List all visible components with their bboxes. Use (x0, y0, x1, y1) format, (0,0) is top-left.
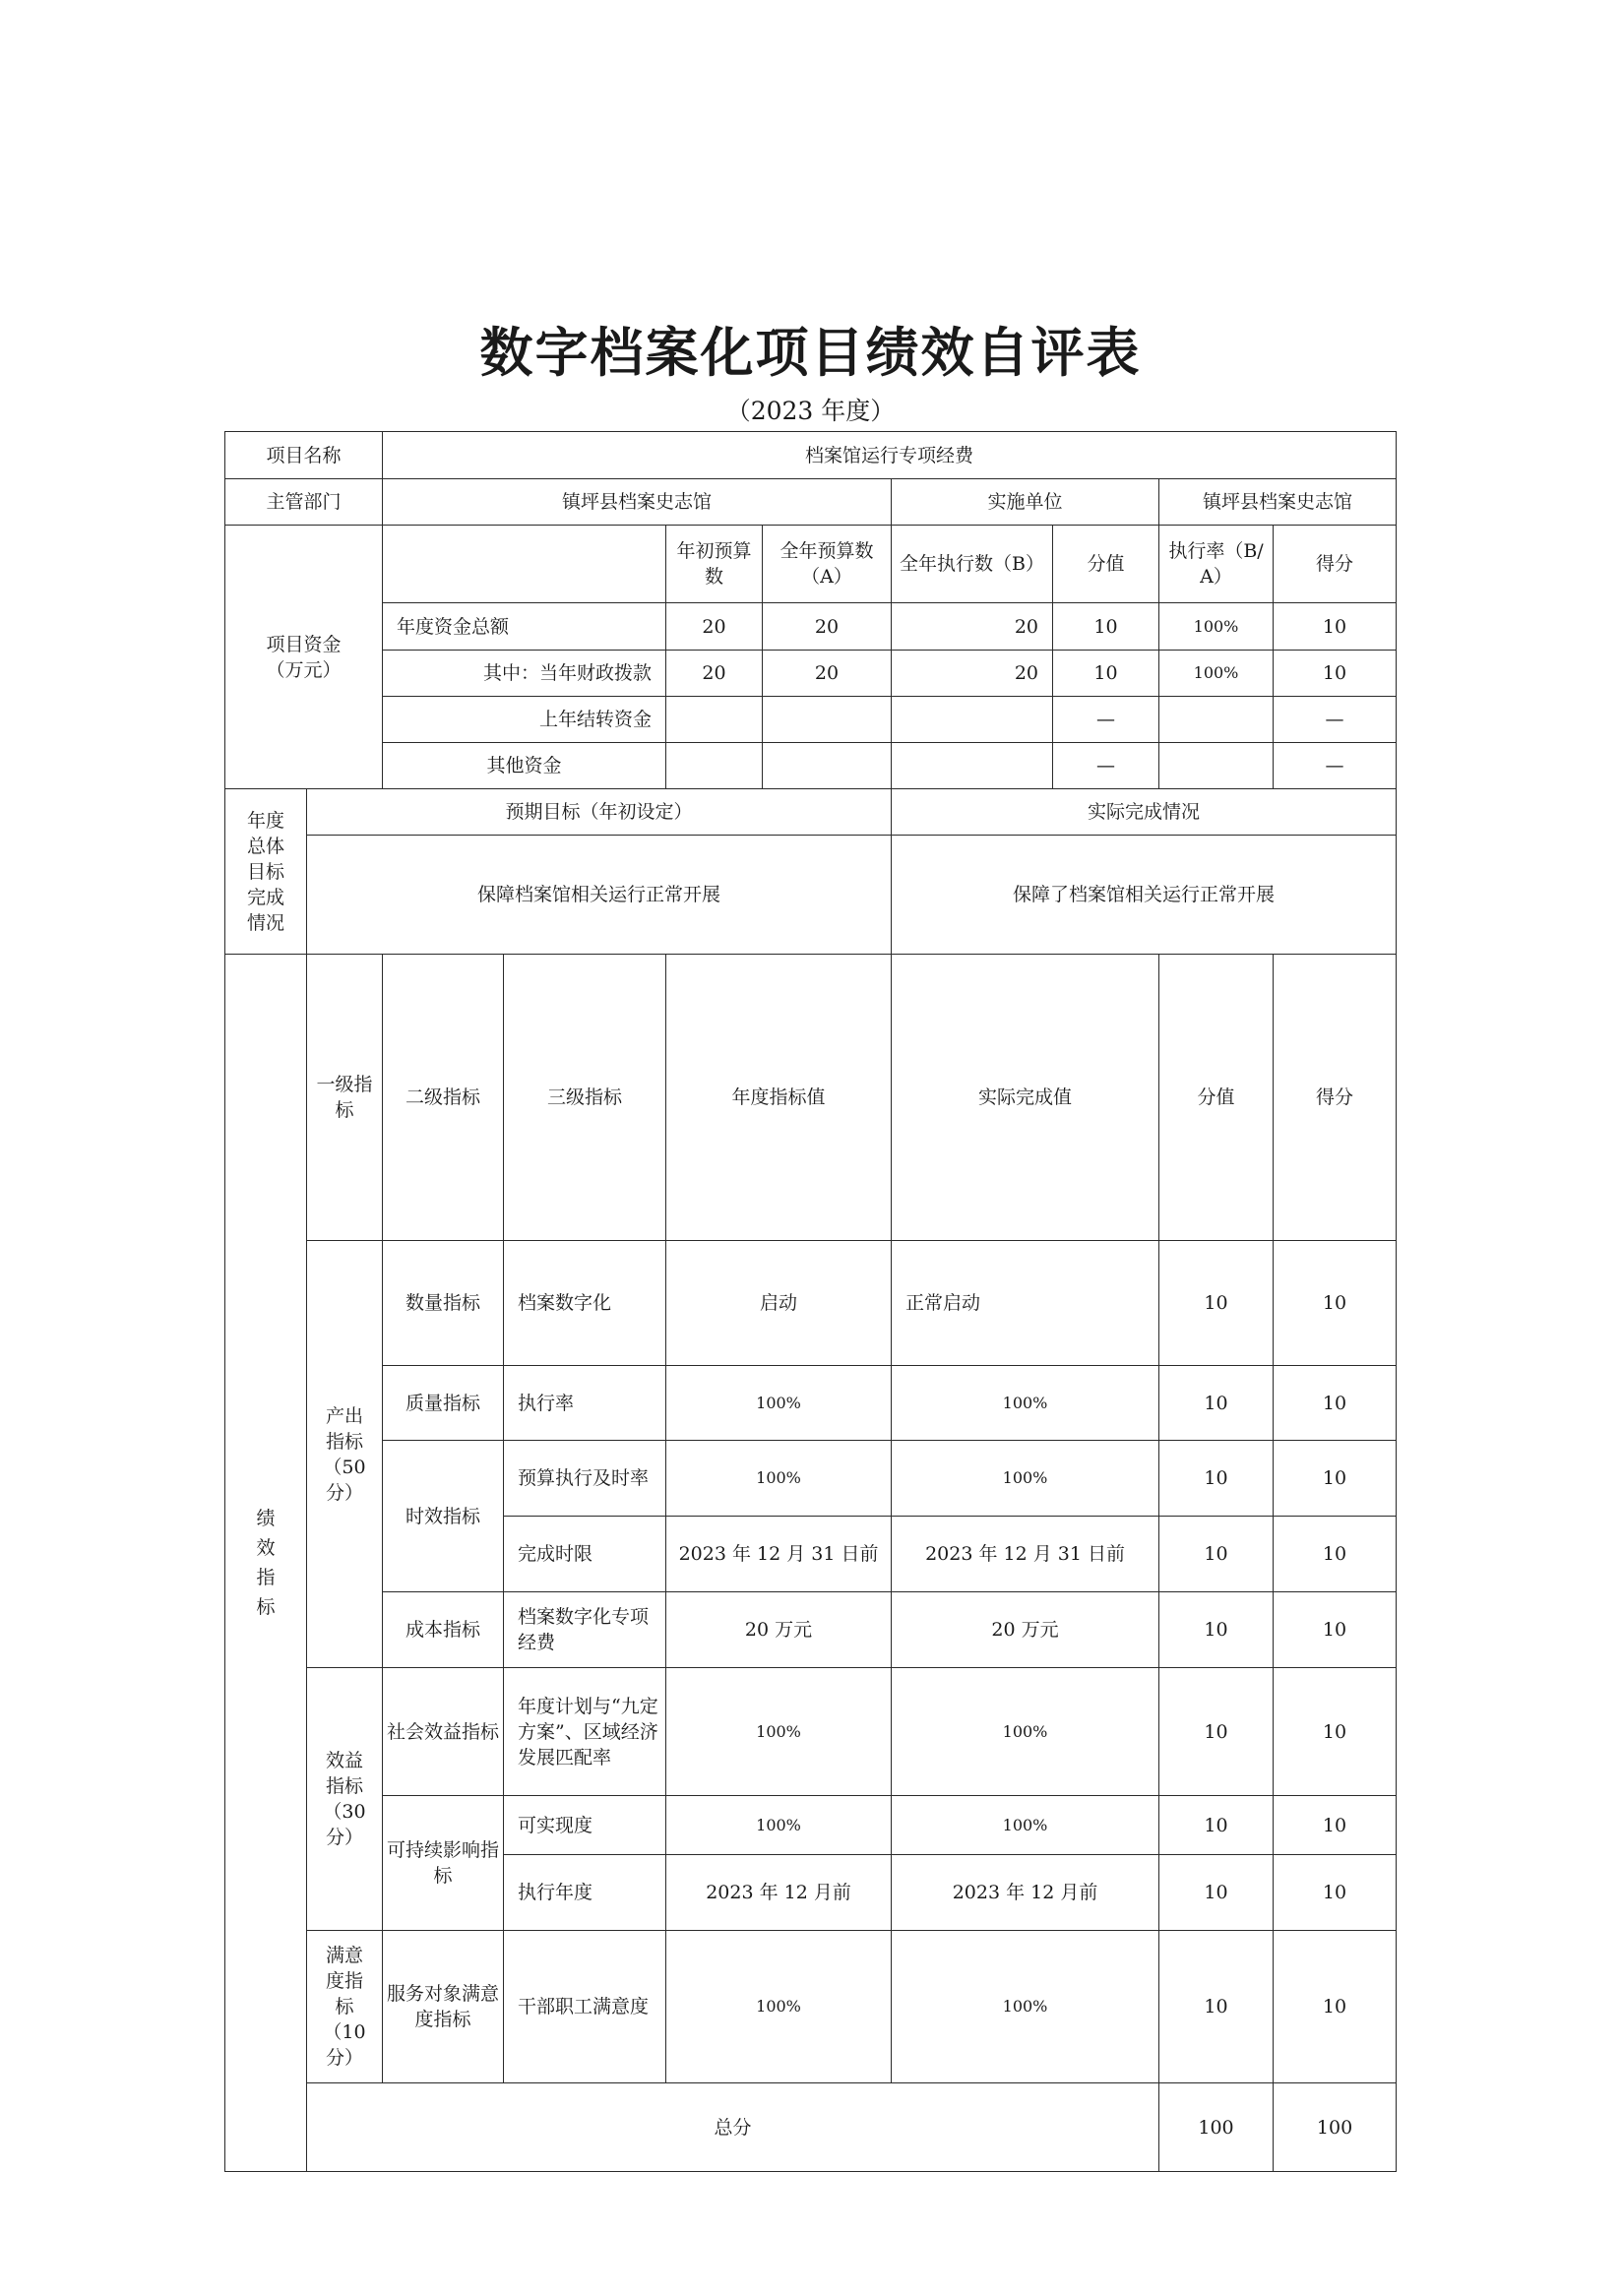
header-target: 年度指标值 (666, 955, 892, 1241)
indicator-row (225, 1668, 1397, 1796)
goal-value-row (225, 836, 1397, 955)
funds-executed (892, 743, 1053, 789)
level1-satisfaction-text: 满意度指标（10分） (323, 1945, 366, 2069)
header-level3: 三级指标 (504, 955, 666, 1241)
funds-rate (1159, 743, 1274, 789)
funds-row-label: 年度资金总额 (383, 603, 666, 651)
target-value: 2023 年 12 月前 (666, 1855, 892, 1931)
actual-value: 20 万元 (892, 1592, 1159, 1668)
funds-header-score-value: 分值 (1053, 526, 1159, 603)
funds-header-executed: 全年执行数（B） (892, 526, 1053, 603)
funds-header-annual: 全年预算数（A） (763, 526, 892, 603)
score: 10 (1274, 1241, 1397, 1366)
funds-score-value: — (1053, 697, 1159, 743)
actual-value: 100% (892, 1441, 1159, 1517)
funds-row (225, 603, 1397, 651)
actual-value: 100% (892, 1796, 1159, 1855)
total-label: 总分 (307, 2083, 1159, 2172)
funds-row-label: 上年结转资金 (383, 697, 666, 743)
level3: 执行率 (504, 1366, 666, 1441)
actual-header: 实际完成情况 (892, 789, 1397, 836)
indicator-row (225, 1441, 1397, 1517)
score: 10 (1274, 1517, 1397, 1592)
funds-row (225, 743, 1397, 789)
score-value: 10 (1159, 1517, 1274, 1592)
funds-header-rate: 执行率（B/A） (1159, 526, 1274, 603)
indicators-label-text: 绩效指标 (256, 1508, 276, 1618)
indicator-row (225, 1366, 1397, 1441)
level3: 档案数字化专项经费 (504, 1592, 666, 1668)
indicators-label (225, 955, 307, 2172)
level2-quantity: 数量指标 (383, 1241, 504, 1366)
score-value: 10 (1159, 1441, 1274, 1517)
score-value: 10 (1159, 1796, 1274, 1855)
score: 10 (1274, 1366, 1397, 1441)
total-score: 100 (1274, 2083, 1397, 2172)
level1-benefit-text: 效益指标（30分） (323, 1750, 366, 1848)
evaluation-table (224, 431, 1397, 2172)
expected-value: 保障档案馆相关运行正常开展 (307, 836, 892, 955)
indicator-row (225, 1931, 1397, 2083)
funds-score: 10 (1274, 603, 1397, 651)
target-value: 启动 (666, 1241, 892, 1366)
score: 10 (1274, 1796, 1397, 1855)
funds-header-score: 得分 (1274, 526, 1397, 603)
actual-value: 100% (892, 1668, 1159, 1796)
goal-label-text: 年度总体目标完成情况 (246, 809, 284, 934)
total-score-value: 100 (1159, 2083, 1274, 2172)
funds-row-label: 其他资金 (383, 743, 666, 789)
actual-value: 2023 年 12 月前 (892, 1855, 1159, 1931)
target-value: 100% (666, 1796, 892, 1855)
actual-value: 100% (892, 1366, 1159, 1441)
impl-label: 实施单位 (892, 479, 1159, 526)
project-name-label: 项目名称 (225, 432, 383, 479)
score-value: 10 (1159, 1668, 1274, 1796)
target-value: 100% (666, 1931, 892, 2083)
funds-row-label: 其中：当年财政拨款 (383, 651, 666, 697)
level3: 档案数字化 (504, 1241, 666, 1366)
actual-value: 2023 年 12 月 31 日前 (892, 1517, 1159, 1592)
funds-rate: 100% (1159, 651, 1274, 697)
page-title: 数字档案化项目绩效自评表 (479, 321, 1142, 384)
level2-service: 服务对象满意度指标 (383, 1931, 504, 2083)
project-name-row (225, 432, 1397, 479)
score-value: 10 (1159, 1241, 1274, 1366)
project-name-value: 档案馆运行专项经费 (383, 432, 1397, 479)
impl-value: 镇坪县档案史志馆 (1159, 479, 1397, 526)
actual-value: 100% (892, 1931, 1159, 2083)
level2-quality: 质量指标 (383, 1366, 504, 1441)
level2-cost: 成本指标 (383, 1592, 504, 1668)
level3: 年度计划与“九定方案”、区域经济发展匹配率 (504, 1668, 666, 1796)
level3: 干部职工满意度 (504, 1931, 666, 2083)
total-row (225, 2083, 1397, 2172)
indicator-row (225, 1241, 1397, 1366)
header-actual: 实际完成值 (892, 955, 1159, 1241)
funds-label (225, 526, 383, 789)
funds-annual (763, 743, 892, 789)
indicator-header-row (225, 955, 1397, 1241)
level3: 完成时限 (504, 1517, 666, 1592)
funds-annual (763, 697, 892, 743)
score: 10 (1274, 1855, 1397, 1931)
funds-score-value: 10 (1053, 603, 1159, 651)
page-subtitle: （2023 年度） (725, 397, 896, 425)
header-level1: 一级指标 (307, 955, 383, 1241)
level2-sustainability: 可持续影响指标 (383, 1796, 504, 1931)
level1-satisfaction (307, 1931, 383, 2083)
score-value: 10 (1159, 1931, 1274, 2083)
target-value: 100% (666, 1668, 892, 1796)
score-value: 10 (1159, 1366, 1274, 1441)
score: 10 (1274, 1931, 1397, 2083)
funds-executed (892, 697, 1053, 743)
funds-executed: 20 (892, 603, 1053, 651)
level1-output (307, 1241, 383, 1668)
score-value: 10 (1159, 1592, 1274, 1668)
header-score: 得分 (1274, 955, 1397, 1241)
funds-label-text: 项目资金（万元） (266, 633, 342, 681)
level1-benefit (307, 1668, 383, 1931)
funds-score: — (1274, 697, 1397, 743)
funds-initial: 20 (666, 603, 763, 651)
funds-score-value: — (1053, 743, 1159, 789)
funds-score-value: 10 (1053, 651, 1159, 697)
goal-header-row (225, 789, 1397, 836)
dept-label: 主管部门 (225, 479, 383, 526)
score: 10 (1274, 1592, 1397, 1668)
header-score-value: 分值 (1159, 955, 1274, 1241)
funds-annual: 20 (763, 651, 892, 697)
actual-value: 正常启动 (892, 1241, 1159, 1366)
funds-row (225, 697, 1397, 743)
funds-score: — (1274, 743, 1397, 789)
goal-label (225, 789, 307, 955)
funds-score: 10 (1274, 651, 1397, 697)
actual-value: 保障了档案馆相关运行正常开展 (892, 836, 1397, 955)
target-value: 100% (666, 1366, 892, 1441)
level3: 预算执行及时率 (504, 1441, 666, 1517)
level3: 可实现度 (504, 1796, 666, 1855)
score: 10 (1274, 1441, 1397, 1517)
level3: 执行年度 (504, 1855, 666, 1931)
funds-header-row (225, 526, 1397, 603)
funds-rate (1159, 697, 1274, 743)
score-value: 10 (1159, 1855, 1274, 1931)
target-value: 2023 年 12 月 31 日前 (666, 1517, 892, 1592)
funds-initial: 20 (666, 651, 763, 697)
target-value: 20 万元 (666, 1592, 892, 1668)
header-level2: 二级指标 (383, 955, 504, 1241)
level1-output-text: 产出指标（50分） (323, 1404, 366, 1504)
funds-executed: 20 (892, 651, 1053, 697)
indicator-row (225, 1592, 1397, 1668)
dept-value: 镇坪县档案史志馆 (383, 479, 892, 526)
funds-initial (666, 697, 763, 743)
level2-social: 社会效益指标 (383, 1668, 504, 1796)
funds-header-initial: 年初预算数 (666, 526, 763, 603)
funds-header-blank (383, 526, 666, 603)
department-row (225, 479, 1397, 526)
level2-timeliness: 时效指标 (383, 1441, 504, 1592)
indicator-row (225, 1796, 1397, 1855)
funds-initial (666, 743, 763, 789)
funds-row (225, 651, 1397, 697)
expected-header: 预期目标（年初设定） (307, 789, 892, 836)
funds-rate: 100% (1159, 603, 1274, 651)
target-value: 100% (666, 1441, 892, 1517)
funds-annual: 20 (763, 603, 892, 651)
score: 10 (1274, 1668, 1397, 1796)
